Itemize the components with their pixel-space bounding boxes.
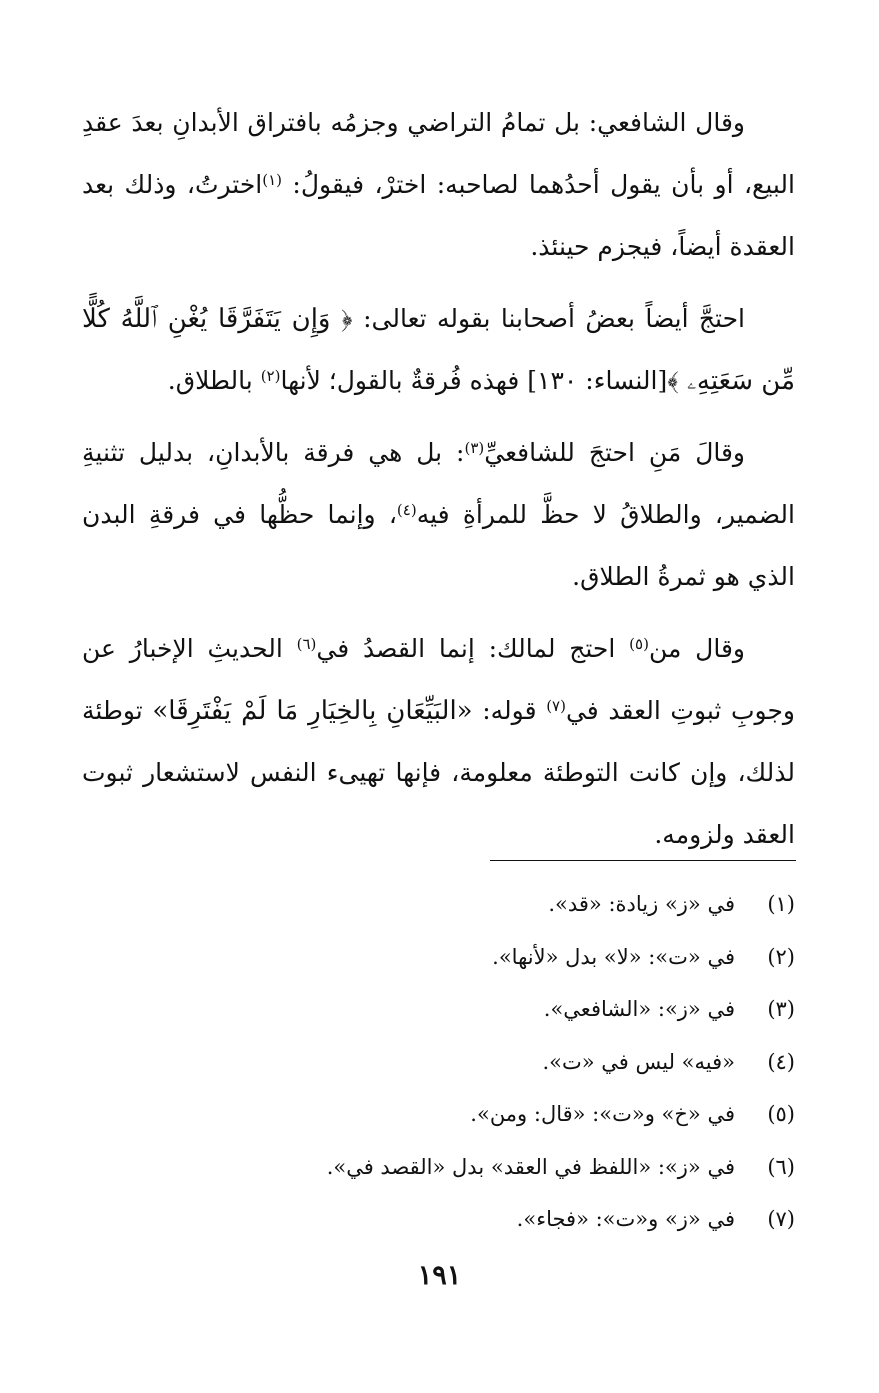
- footnote: [82, 983, 795, 1036]
- text-run: بالطلاق.: [167, 366, 261, 395]
- text-run: الحديثِ الإخبارُ عن وجوبِ ثبوتِ العقد في: [82, 634, 795, 725]
- text-run: قوله:: [472, 696, 547, 725]
- footnote: [82, 1193, 795, 1246]
- footnote-number: (٥): [767, 1102, 795, 1126]
- footnote-reference: (١): [262, 171, 282, 189]
- footnote-number: (٦): [767, 1154, 795, 1179]
- footnote-text: في «ز» زيادة: «قد».: [548, 892, 735, 916]
- quran-verse: ﴿ وَإِن يَتَفَرَّقَا يُغْنِ ٱللَّهُ كُلًّا مِّن سَعَتِهِۦ ﴾: [82, 304, 795, 396]
- footnotes: [82, 878, 795, 1246]
- footnote-reference: (٤): [396, 501, 417, 519]
- footnote-number: (٣): [767, 997, 795, 1021]
- footnote-text: في «ز»: «اللفظ في العقد» بدل «القصد في».: [326, 1154, 735, 1179]
- paragraph: [82, 92, 795, 278]
- footnote-number: (١): [767, 892, 795, 916]
- footnote: [82, 1088, 795, 1141]
- text-run: [النساء: ١٣٠] فهذه فُرقةٌ بالقول؛ لأنها: [280, 366, 668, 395]
- page-number: ١٩١: [417, 1260, 462, 1291]
- paragraph: [82, 288, 795, 412]
- footnote: [82, 878, 795, 931]
- footnote: [82, 1141, 795, 1194]
- text-run: : بل هي فرقة بالأبدانِ، بدليل تثنيةِ الضمير، والطلاقُ لا حظَّ للمرأةِ فيه: [82, 438, 795, 529]
- footnote-reference: (٢): [260, 367, 281, 385]
- footnote-reference: (٦): [296, 635, 317, 653]
- main-text: [82, 92, 795, 876]
- footnote-text: «فيه» ليس في «ت».: [542, 1049, 735, 1074]
- footnote-number: (٤): [767, 1049, 795, 1074]
- footnote: [82, 1036, 795, 1089]
- text-run: احتج لمالك: إنما القصدُ في: [316, 634, 630, 663]
- footnote-reference: (٣): [464, 439, 485, 457]
- footnote-text: في «خ» و«ت»: «قال: ومن».: [470, 1102, 735, 1126]
- text-run: وقال الشافعي: بل تمامُ التراضي وجزمُه بافتراق الأبدانِ بعدَ عقدِ البيع، أو بأن يقول أحدُهما لصاحبه: اخترْ، فيقولُ:: [82, 108, 795, 199]
- text-run: توطئة لذلك، وإن كانت التوطئة معلومة، فإنها تهيىء النفس لاستشعار ثبوت العقد ولزومه.: [82, 696, 795, 849]
- footnote: [82, 931, 795, 984]
- footnote-text: في «ز» و«ت»: «فجاء».: [516, 1207, 735, 1231]
- footnote-number: (٧): [767, 1207, 795, 1231]
- text-run: اخترتُ، وذلك بعد العقدة أيضاً، فيجزم حينئذ.: [82, 170, 795, 261]
- paragraph: [82, 618, 795, 866]
- text-run: وقال من: [648, 634, 745, 663]
- footnote-text: في «ت»: «لا» بدل «لأنها».: [492, 944, 735, 969]
- footnote-text: في «ز»: «الشافعي».: [543, 997, 735, 1021]
- footnote-number: (٢): [767, 944, 795, 969]
- footnote-separator: [490, 860, 796, 861]
- text-run: احتجَّ أيضاً بعضُ أصحابنا بقوله تعالى:: [352, 304, 746, 333]
- hadith-quote: «البَيِّعَانِ بِالخِيَارِ مَا لَمْ يَفْتَرِقَا»: [152, 696, 473, 726]
- paragraph: [82, 422, 795, 608]
- text-run: ، وإنما حظُّها في فرقةِ البدن الذي هو ثمرةُ الطلاق.: [82, 500, 795, 591]
- footnote-reference: (٥): [629, 635, 649, 653]
- text-run: وقالَ مَنِ احتجَ للشافعيِّ: [484, 438, 746, 467]
- footnote-reference: (٧): [546, 697, 566, 715]
